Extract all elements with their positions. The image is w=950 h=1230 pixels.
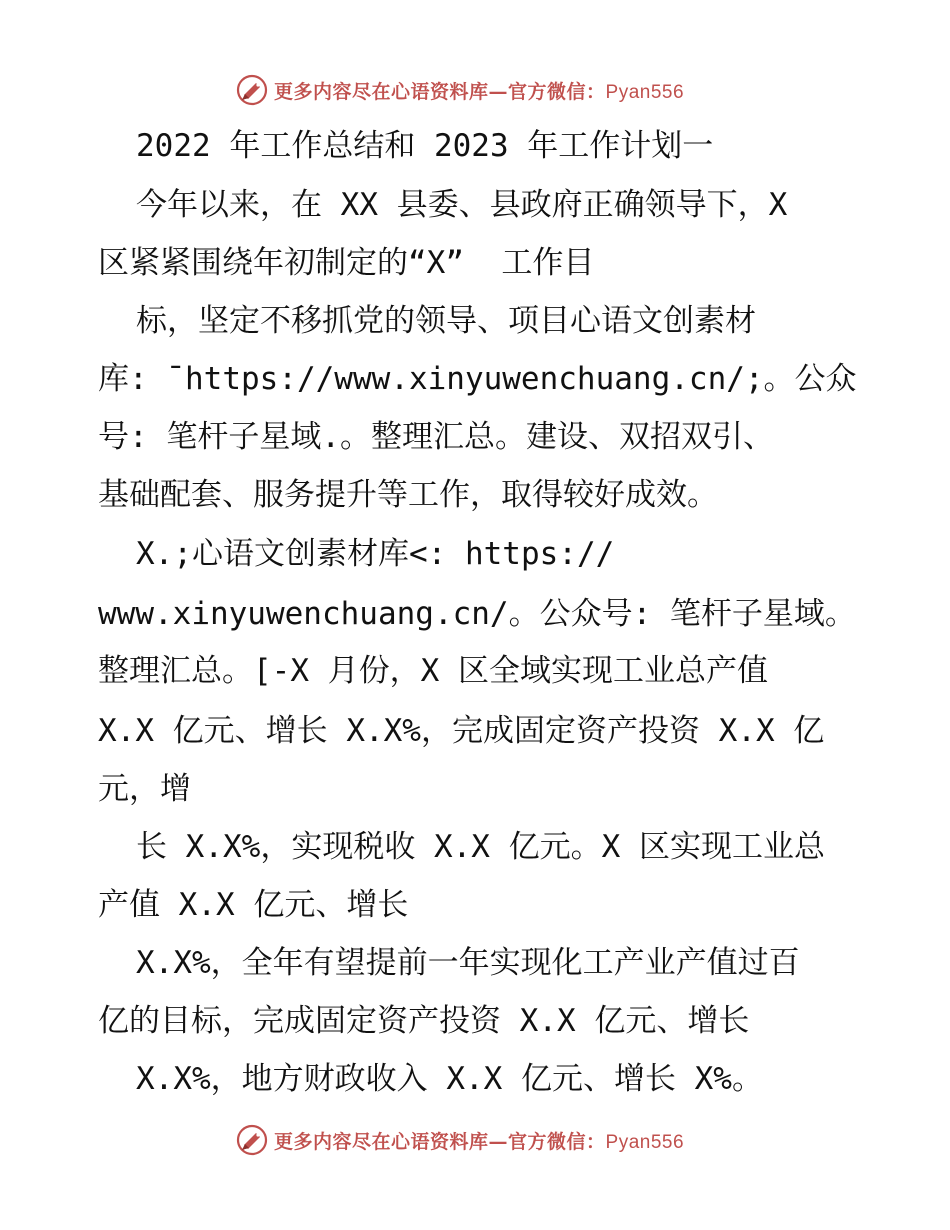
text-line: X.X%，全年有望提前一年实现化工产业产值过百: [136, 945, 800, 981]
text-line: X.X%，地方财政收入 X.X 亿元、增长 X%。: [136, 1061, 763, 1097]
header-wechat-id: Pyan556: [605, 81, 685, 103]
footer-banner: [236, 1123, 684, 1157]
text-line: www.xinyuwenchuang.cn/。公众号: 笔杆子星域。: [98, 596, 856, 632]
text-line: 元，增: [98, 771, 191, 807]
text-line: 长 X.X%，实现税收 X.X 亿元。X 区实现工业总: [136, 829, 825, 865]
footer-banner-text: 更多内容尽在心语资料库—官方微信：Pyan556: [274, 1130, 685, 1153]
text-line: X.X 亿元、增长 X.X%，完成固定资产投资 X.X 亿: [98, 713, 825, 749]
text-line: 库: ¯https://www.xinyuwenchuang.cn/;。公众: [98, 361, 857, 397]
brand-logo-icon: [236, 1124, 268, 1156]
text-line: 号: 笔杆子星域.。整理汇总。建设、双招双引、: [98, 419, 774, 455]
header-banner: [236, 73, 684, 107]
text-line: 基础配套、服务提升等工作，取得较好成效。: [98, 477, 718, 513]
text-line: 亿的目标，完成固定资产投资 X.X 亿元、增长: [98, 1003, 750, 1039]
text-line: 区紧紧围绕年初制定的“X” 工作目: [98, 245, 595, 281]
text-line: 产值 X.X 亿元、增长: [98, 887, 409, 923]
text-line: 标，坚定不移抓党的领导、项目心语文创素材: [136, 303, 756, 339]
header-banner-text: 更多内容尽在心语资料库—官方微信：Pyan556: [274, 80, 685, 103]
footer-wechat-id: Pyan556: [605, 1131, 685, 1153]
text-line: X.;心语文创素材库<: https://: [136, 536, 615, 572]
text-line: 2022 年工作总结和 2023 年工作计划一: [136, 128, 714, 164]
text-line: 整理汇总。[-X 月份，X 区全域实现工业总产值: [98, 653, 768, 689]
brand-logo-icon: [236, 74, 268, 106]
text-line: 今年以来，在 XX 县委、县政府正确领导下，X: [136, 187, 788, 223]
